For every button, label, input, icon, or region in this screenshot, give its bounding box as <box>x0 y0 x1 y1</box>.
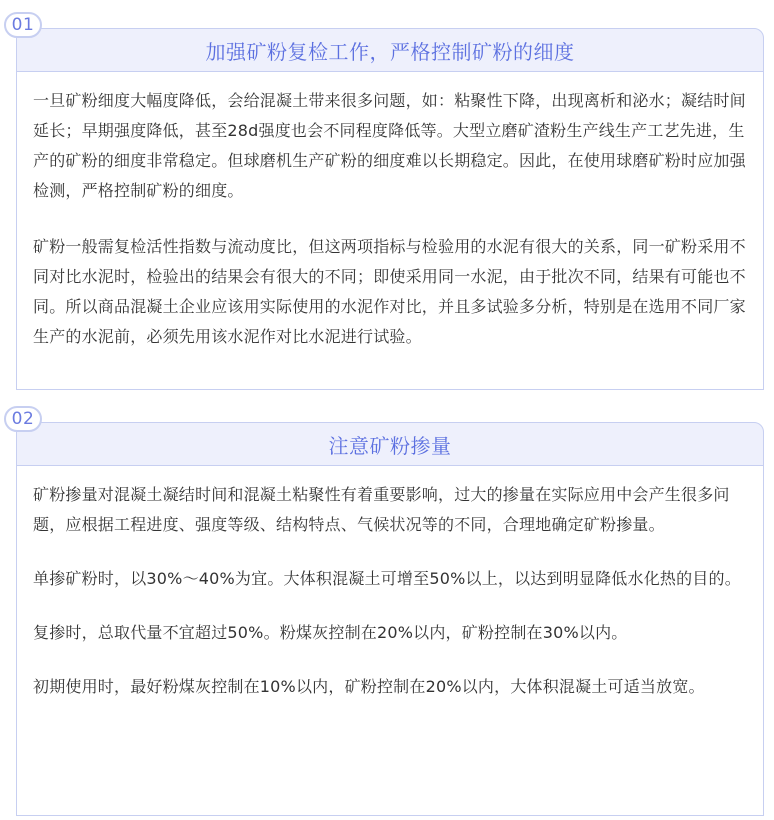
paragraph-spacer <box>33 206 747 232</box>
paragraph-spacer <box>33 540 747 564</box>
section-title: 加强矿粉复检工作，严格控制矿粉的细度 <box>16 28 764 72</box>
section-card <box>16 422 764 816</box>
paragraph: 一旦矿粉细度大幅度降低，会给混凝土带来很多问题，如：粘聚性下降，出现离析和泌水；凝结时间延长；早期强度降低，甚至28d强度也会不同程度降低等。大型立磨矿渣粉生产线生产工艺先进，生产的矿粉的细度非常稳定。但球磨机生产矿粉的细度难以长期稳定。因此，在使用球磨矿粉时应加强检测，严格控制矿粉的细度。 <box>33 91 746 200</box>
paragraph-spacer <box>33 648 747 672</box>
paragraph: 矿粉一般需复检活性指数与流动度比，但这两项指标与检验用的水泥有很大的关系，同一矿粉采用不同对比水泥时，检验出的结果会有很大的不同；即使采用同一水泥，由于批次不同，结果有可能也不同。所以商品混凝土企业应该用实际使用的水泥作对比，并且多试验多分析，特别是在选用不同厂家生产的水泥前，必须先用该水泥作对比水泥进行试验。 <box>33 237 746 346</box>
section-body <box>16 72 764 390</box>
paragraph: 单掺矿粉时，以30%～40%为宜。大体积混凝土可增至50%以上，以达到明显降低水化热的目的。 <box>33 569 741 588</box>
paragraph: 矿粉掺量对混凝土凝结时间和混凝土粘聚性有着重要影响，过大的掺量在实际应用中会产生很多问题，应根据工程进度、强度等级、结构特点、气候状况等的不同，合理地确定矿粉掺量。 <box>33 485 730 534</box>
section-body <box>16 466 764 816</box>
paragraph: 复掺时，总取代量不宜超过50%。粉煤灰控制在20%以内，矿粉控制在30%以内。 <box>33 623 628 642</box>
section-number-badge: 01 <box>4 12 42 38</box>
section-title: 注意矿粉掺量 <box>16 422 764 466</box>
section-card <box>16 28 764 390</box>
section-number-badge: 02 <box>4 406 42 432</box>
paragraph-spacer <box>33 594 747 618</box>
paragraph: 初期使用时，最好粉煤灰控制在10%以内，矿粉控制在20%以内，大体积混凝土可适当放宽。 <box>33 677 705 696</box>
